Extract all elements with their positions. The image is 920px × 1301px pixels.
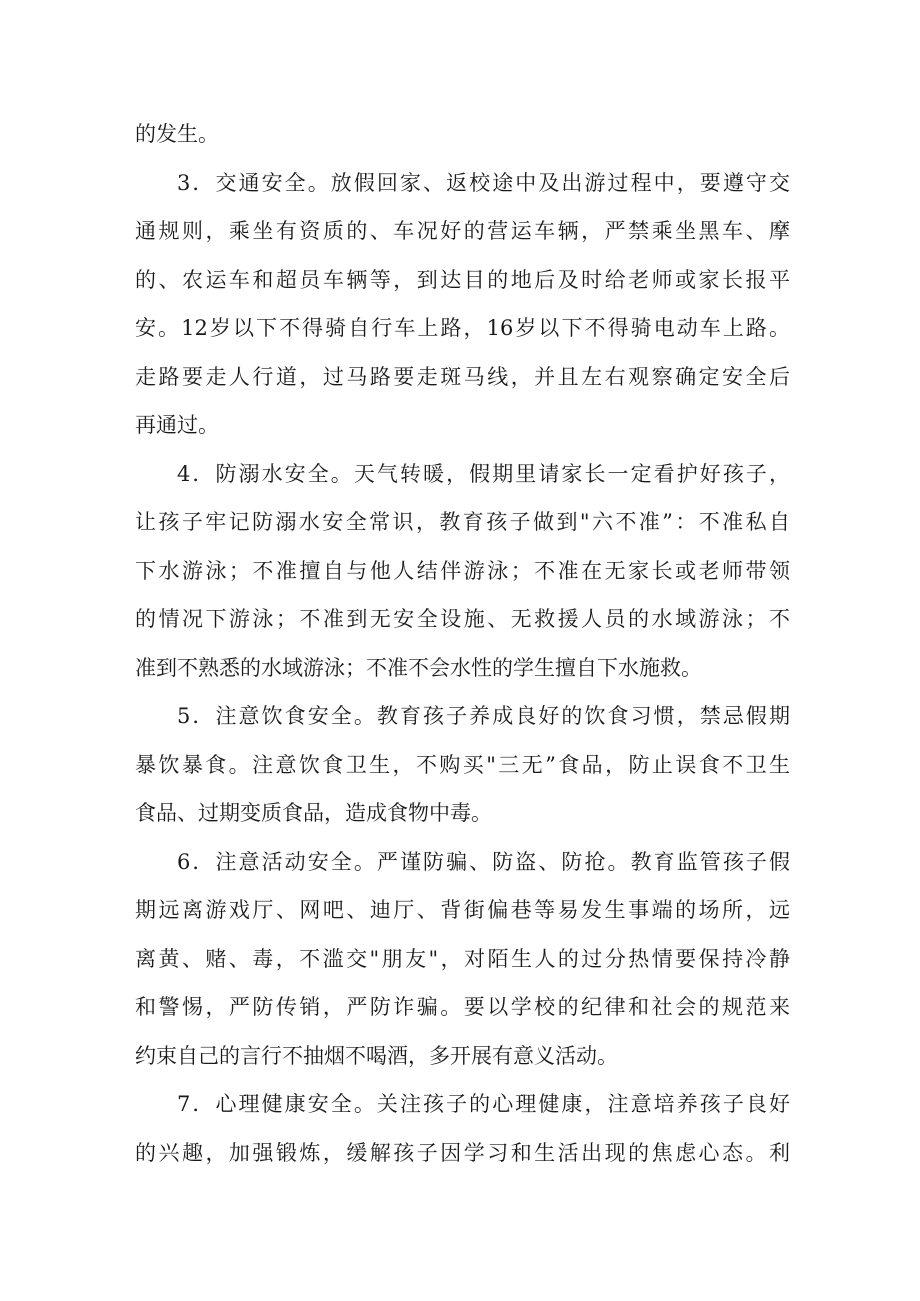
- paragraph-line: 5．注意饮食安全。教育孩子养成良好的饮食习惯，禁忌假期: [177, 704, 790, 728]
- paragraph-line: 约束自己的言行不抽烟不喝酒，多开展有意义活动。: [135, 1043, 618, 1068]
- paragraph-line: 6．注意活动安全。严谨防骗、防盗、防抢。教育监管孩子假: [177, 849, 790, 874]
- paragraph-line: 准到不熟悉的水域游泳；不准不会水性的学生擅自下水施救。: [135, 655, 702, 680]
- paragraph-line: 下水游泳；不准擅自与他人结伴游泳；不准在无家长或老师带领: [135, 558, 790, 583]
- paragraph-line: 食品、过期变质食品，造成食物中毒。: [135, 801, 492, 825]
- paragraph-line: 的、农运车和超员车辆等，到达目的地后及时给老师或家长报平: [135, 267, 790, 292]
- paragraph-line: 的情况下游泳；不准到无安全设施、无救援人员的水域游泳；不: [135, 607, 790, 631]
- paragraph-line: 和警惕，严防传销，严防诈骗。要以学校的纪律和社会的规范来: [135, 995, 790, 1019]
- paragraph-line: 通规则，乘坐有资质的、车况好的营运车辆，严禁乘坐黑车、摩: [135, 219, 790, 243]
- paragraph-line: 4．防溺水安全。天气转暖，假期里请家长一定看护好孩子，: [177, 461, 790, 486]
- paragraph-line: 再通过。: [135, 413, 219, 437]
- paragraph-line: 的发生。: [135, 122, 219, 146]
- document-body: [135, 114, 790, 1181]
- paragraph-line: 走路要走人行道，过马路要走斑马线，并且左右观察确定安全后: [135, 364, 790, 389]
- paragraph-line: 离黄、赌、毒，不滥交"朋友"，对陌生人的过分热情要保持冷静: [135, 946, 790, 971]
- paragraph-line: 7．心理健康安全。关注孩子的心理健康，注意培养孩子良好: [177, 1092, 790, 1116]
- paragraph-line: 3．交通安全。放假回家、返校途中及出游过程中，要遵守交: [177, 170, 790, 195]
- paragraph-line: 让孩子牢记防溺水安全常识，教育孩子做到"六不准”：不准私自: [135, 510, 790, 534]
- paragraph-line: 安。12岁以下不得骑自行车上路，16岁以下不得骑电动车上路。: [135, 316, 790, 340]
- paragraph-line: 暴饮暴食。注意饮食卫生，不购买"三无”食品，防止误食不卫生: [135, 752, 790, 777]
- paragraph-line: 的兴趣，加强锻炼，缓解孩子因学习和生活出现的焦虑心态。利: [135, 1140, 790, 1165]
- paragraph-line: 期远离游戏厅、网吧、迪厅、背街偏巷等易发生事端的场所，远: [135, 898, 790, 922]
